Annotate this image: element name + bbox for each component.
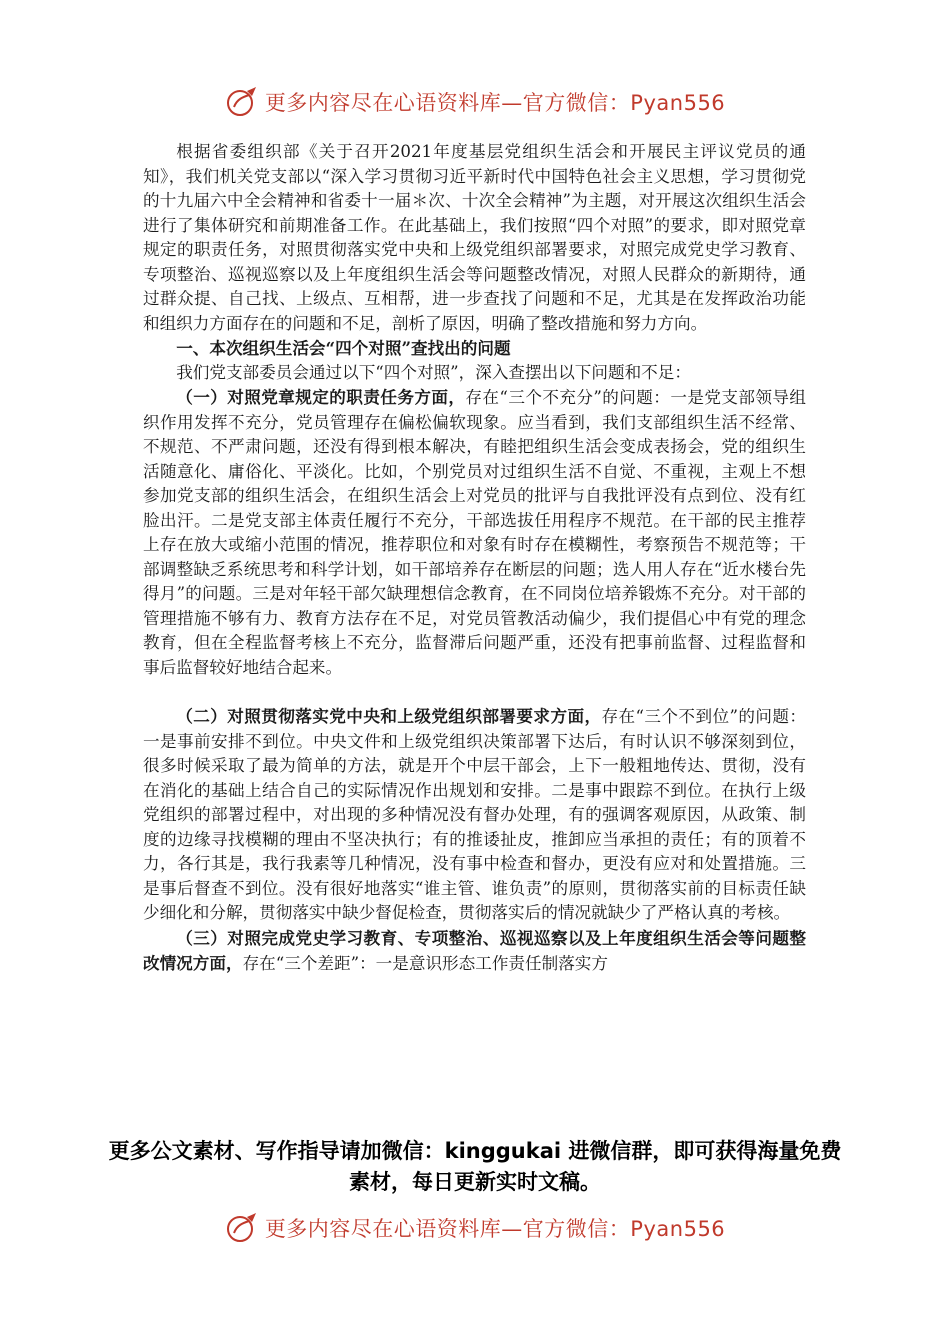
item3-heading: （三）对照完成党史学习教育、专项整治、巡视巡察以及上年度组织生活会等问题整改情况方面， (143, 927, 806, 973)
footer-banner (0, 1208, 950, 1248)
section1-heading: 一、本次组织生活会“四个对照”查找出的问题 (176, 338, 511, 358)
item2-heading: （二）对照贯彻落实党中央和上级党组织部署要求方面， (176, 706, 602, 726)
item1-paragraph (143, 385, 806, 680)
item1-text: 存在“三个不充分”的问题：一是党支部领导组织作用发挥不充分，党员管理存在偏松偏软现象。应当看到，我们支部组织生活不经常、不规范、不严肃问题，还没有得到根本解决，有睦把组织生活会变成表扬会，党的组织生活随意化、庸俗化、平淡化。比如，个别党员对过组织生活不自觉、不重视，主观上不想参加党支部的组织生活会，在组织生活会上对党员的批评与自我批评没有点到位、没有红脸出汗。二是党支部主体责任履行不充分，干部选拔任用程序不规范。在干部的民主推荐上存在放大或缩小范围的情况，推荐职位和对象有时存在模糊性，考察预告不规范等；干部调整缺乏系统思考和科学计划，如干部培养存在断层的问题；选人用人存在“近水楼台先得月”的问题。三是对年轻干部欠缺理想信念教育，在不同岗位培养锻炼不充分。对干部的管理措施不够有力、教育方法存在不足，对党员管教活动偏少，我们提倡心中有党的理念教育，但在全程监督考核上不充分，监督滞后问题严重，还没有把事前监督、过程监督和事后监督较好地结合起来。 (143, 388, 806, 677)
item2-paragraph (143, 704, 806, 926)
item2-text: 存在“三个不到位”的问题：一是事前安排不到位。中央文件和上级党组织决策部署下达后，有时认识不够深刻到位，很多时候采取了最为简单的方法，就是开个中层干部会，上下一般粗地传达、贯彻，没有在消化的基础上结合自己的实际情况作出规划和安排。二是事中跟踪不到位。在执行上级党组织的部署过程中，对出现的多种情况没有督办处理，有的强调客观原因，从政策、制度的边缘寻找模糊的理由不坚决执行；有的推诿扯皮，推卸应当承担的责任；有的顶着不力，各行其是，我行我素等几种情况，没有事中检查和督办，更没有应对和处置措施。三是事后督查不到位。没有很好地落实“谁主管、谁负责”的原则，贯彻落实前的目标责任缺少细化和分解，贯彻落实中缺少督促检查，贯彻落实后的情况就缺少了严格认真的考核。 (143, 707, 806, 922)
item1-heading: （一）对照党章规定的职责任务方面， (176, 387, 466, 407)
header-banner-text: 更多内容尽在心语资料库—官方微信：Pyan556 (264, 91, 726, 115)
pen-logo-icon (225, 85, 259, 119)
footer-banner-text: 更多内容尽在心语资料库—官方微信：Pyan556 (264, 1217, 726, 1241)
header-banner (0, 82, 950, 122)
item3-paragraph (143, 926, 806, 977)
promo-note: 更多公文素材、写作指导请加微信：kinggukai 进微信群，即可获得海量免费素材，每日更新实时文稿。 (108, 1139, 842, 1194)
pen-logo-icon (225, 1211, 259, 1245)
section1-lead: 我们党支部委员会通过以下“四个对照”，深入查摆出以下问题和不足： (176, 362, 691, 382)
document-body (143, 140, 806, 977)
item3-text: 存在“三个差距”：一是意识形态工作责任制落实方 (242, 954, 608, 973)
intro-paragraph: 根据省委组织部《关于召开2021年度基层党组织生活会和开展民主评议党员的通知》，我们机关党支部以“深入学习贯彻习近平新时代中国特色社会主义思想，学习贯彻党的十九届六中全会精神和省委十一届＊次、十次全会精神”为主题，对开展这次组织生活会进行了集体研究和前期准备工作。在此基础上，我们按照“四个对照”的要求，即对照党章规定的职责任务，对照贯彻落实党中央和上级党组织部署要求，对照完成党史学习教育、专项整治、巡视巡察以及上年度组织生活会等问题整改情况，对照人民群众的新期待，通过群众提、自己找、上级点、互相帮，进一步查找了问题和不足，尤其是在发挥政治功能和组织力方面存在的问题和不足，剖析了原因，明确了整改措施和努力方向。 (143, 142, 806, 333)
